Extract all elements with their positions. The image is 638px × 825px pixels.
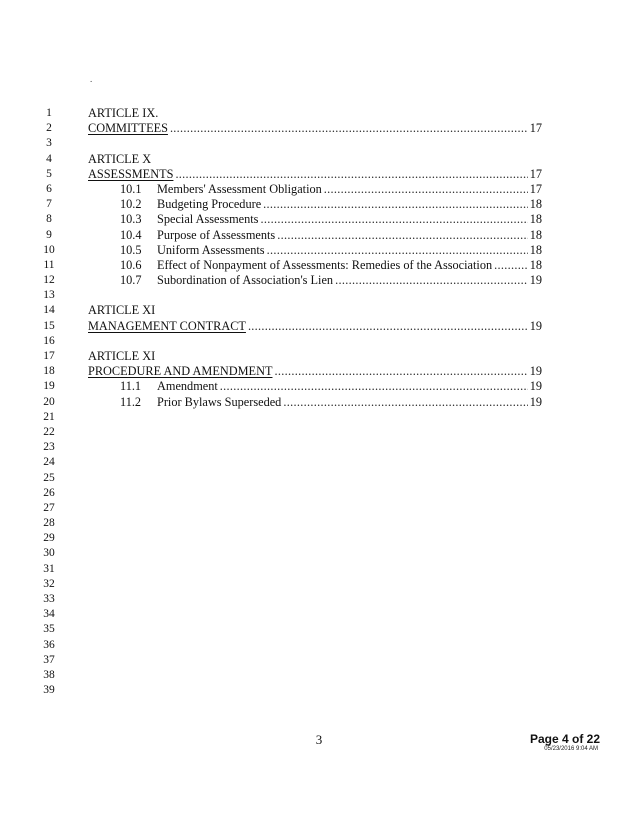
page-number: 18 [529,257,542,272]
line-number: 24 [43,456,55,469]
toc-line-39 [0,683,638,698]
line-number: 5 [46,167,52,180]
line-number: 28 [43,517,55,530]
line-number: 38 [43,668,55,681]
line-number: 29 [43,532,55,545]
section-title: Subordination of Association's Lien [157,273,334,288]
dot-leader [170,121,528,136]
line-number: 36 [43,638,55,651]
line-number: 15 [43,319,55,332]
line-number: 1 [46,107,52,119]
toc-section-entry [120,197,542,212]
dot-leader [248,319,528,334]
line-number: 4 [46,152,52,165]
dot-leader [263,197,528,212]
line-number: 31 [43,562,55,575]
section-title: Members' Assessment Obligation [157,181,322,196]
line-number: 25 [43,471,55,484]
dot-leader [494,258,528,273]
toc-line-8 [0,212,638,227]
page-number: 17 [529,121,542,136]
toc-line-2 [0,121,638,136]
toc-heading-entry [88,167,542,182]
section-title: Special Assessments [157,212,259,227]
article-label: ARTICLE XI [88,303,156,318]
toc-section-entry [120,212,542,227]
toc-section-entry [120,182,542,197]
article-label: ARTICLE XI [88,349,156,363]
toc-line-28 [0,516,638,531]
dot-leader [267,243,528,258]
line-number: 33 [43,593,55,605]
toc-line-5 [0,167,638,182]
page-number: 17 [529,166,542,181]
line-number: 18 [43,365,55,378]
page-number: 19 [529,364,542,379]
toc-line-1 [0,106,638,121]
toc-line-list [0,106,638,698]
page-number: 17 [529,181,542,196]
toc-section-entry [120,395,542,410]
dot-leader [175,167,527,182]
line-number: 19 [43,380,55,393]
toc-line-20 [0,395,638,410]
line-number: 12 [43,274,55,287]
line-number: 37 [43,653,55,666]
line-number: 26 [43,486,55,499]
line-number: 23 [43,441,55,454]
page-number: 18 [529,212,542,227]
toc-line-9 [0,228,638,243]
toc-line-34 [0,607,638,622]
toc-line-32 [0,577,638,592]
article-label: ARTICLE IX. [88,106,159,120]
dot-leader [283,395,527,410]
line-number: 3 [46,137,52,150]
heading-title: PROCEDURE AND AMENDMENT [88,364,273,379]
toc-section-entry [120,243,542,258]
page-number: 19 [529,273,542,288]
toc-line-21 [0,410,638,425]
toc-section-entry [120,258,542,273]
section-title: Effect of Nonpayment of Assessments: Remedies of the Association [157,257,493,272]
section-title: Prior Bylaws Superseded [157,394,282,409]
line-number: 35 [43,623,55,636]
toc-line-10 [0,243,638,258]
heading-title: COMMITTEES [88,121,168,136]
section-title: Purpose of Assessments [157,227,276,242]
toc-line-19 [0,379,638,394]
page-number: 19 [529,379,542,394]
page-count: Page 4 of 22 [529,732,600,746]
article-label: ARTICLE X [88,151,152,166]
toc-line-29 [0,531,638,546]
toc-line-6 [0,182,638,197]
toc-line-26 [0,486,638,501]
toc-line-23 [0,440,638,455]
page-number: 18 [529,242,542,257]
section-number: 10.7 [120,273,142,288]
toc-line-38 [0,668,638,683]
toc-line-22 [0,425,638,440]
line-number: 16 [43,334,55,347]
toc-line-18 [0,364,638,379]
dot-leader [220,379,528,394]
toc-line-7 [0,197,638,212]
toc-line-31 [0,562,638,577]
page-number: 18 [529,197,542,212]
toc-line-17 [0,349,638,364]
dot-leader [277,228,528,243]
toc-line-15 [0,319,638,334]
line-number: 39 [43,684,55,697]
line-number: 11 [43,258,55,271]
line-number: 7 [46,198,52,211]
print-timestamp: 05/23/2016 9:04 AM [544,746,598,752]
section-number: 10.3 [120,212,142,227]
line-number: 9 [46,228,52,241]
line-number: 34 [43,608,55,621]
toc-line-36 [0,638,638,653]
section-title: Amendment [157,379,218,394]
line-number: 6 [46,182,52,195]
toc-line-4 [0,152,638,167]
section-number: 11.2 [120,394,142,409]
section-number: 10.5 [120,242,142,257]
toc-line-13 [0,288,638,303]
heading-title: MANAGEMENT CONTRACT [88,318,246,333]
heading-title: ASSESSMENTS [88,166,174,181]
line-number: 10 [43,243,55,256]
line-number: 21 [43,410,55,423]
page-number: 18 [529,227,542,242]
page-number: 19 [529,394,542,409]
toc-line-11 [0,258,638,273]
line-number: 17 [43,350,55,362]
toc-line-14 [0,303,638,318]
dot-leader [324,182,528,197]
toc-line-33 [0,592,638,607]
line-number: 22 [43,425,55,438]
toc-line-35 [0,622,638,637]
section-number: 10.6 [120,257,142,272]
section-number: 11.1 [120,379,142,394]
toc-line-25 [0,471,638,486]
dot-leader [274,364,527,379]
toc-heading-entry [88,121,542,136]
toc-line-37 [0,653,638,668]
toc-heading-entry [88,319,542,334]
toc-section-entry [120,273,542,288]
section-number: 10.1 [120,181,142,196]
line-number: 8 [46,213,52,226]
toc-line-30 [0,546,638,561]
line-number: 27 [43,501,55,514]
section-number: 10.4 [120,227,142,242]
line-number: 30 [43,547,55,560]
section-number: 10.2 [120,197,142,212]
line-number: 20 [43,395,55,408]
page-number: 19 [529,318,542,333]
line-number: 13 [43,289,55,302]
toc-heading-entry [88,364,542,379]
toc-section-entry [120,228,542,243]
dot-leader [335,273,528,288]
page-folio: 3 [315,732,323,747]
line-number: 14 [43,304,55,317]
line-number: 32 [43,577,55,590]
toc-line-24 [0,455,638,470]
toc-line-16 [0,334,638,349]
toc-line-12 [0,273,638,288]
section-title: Uniform Assessments [157,242,265,257]
toc-line-27 [0,501,638,516]
dot-leader [260,212,527,227]
section-title: Budgeting Procedure [157,197,262,212]
toc-line-3 [0,136,638,151]
scan-speck: . [90,74,93,84]
toc-section-entry [120,379,542,394]
line-number: 2 [46,122,52,135]
